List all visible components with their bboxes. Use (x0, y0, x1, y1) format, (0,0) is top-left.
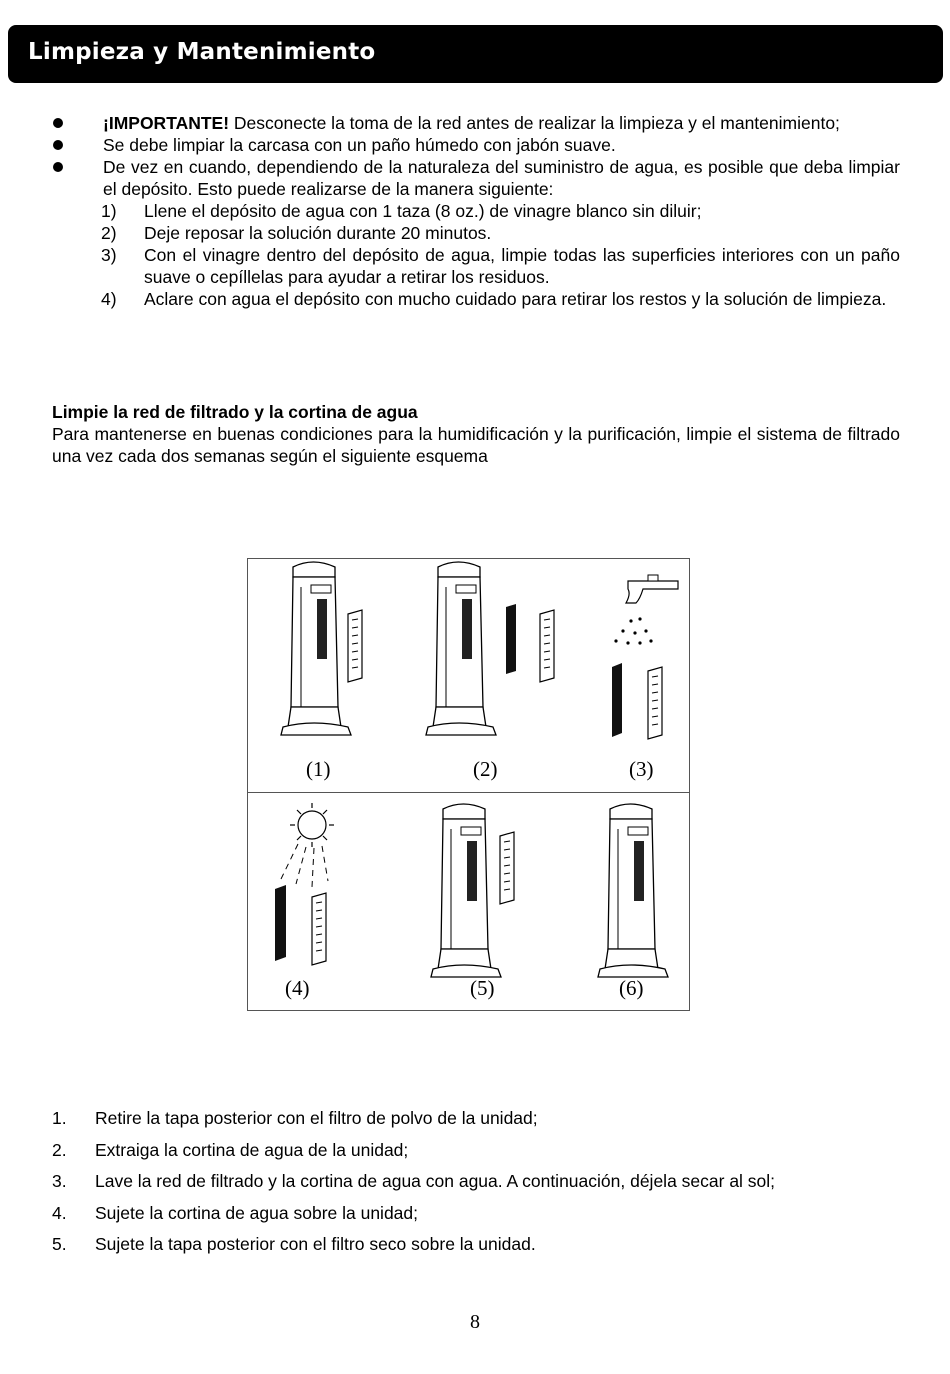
list-item (52, 1140, 775, 1172)
water-curtain-icon (612, 663, 622, 737)
step-number: 3. (52, 1171, 67, 1191)
cleaning-diagram (247, 558, 690, 1011)
step-number: 2. (52, 1139, 67, 1160)
substep-item (52, 288, 900, 310)
filter-section-text: Para mantenerse en buenas condiciones para la humidificación y la purificación, limpie el sistema de filtrado una vez cada dos semanas según el siguiente esquema (52, 424, 900, 466)
bullet-dot (53, 162, 63, 172)
bullet-text: Se debe limpiar la carcasa con un paño húmedo con jabón suave. (103, 135, 616, 155)
substep-item (52, 222, 900, 244)
substep-item (52, 200, 900, 222)
step-number: 1. (52, 1108, 67, 1128)
substep-text: Llene el depósito de agua con 1 taza (8 oz.) de vinagre blanco sin diluir; (144, 201, 702, 221)
step-text: Extraiga la cortina de agua de la unidad; (95, 1139, 409, 1160)
step-text: Lave la red de filtrado y la cortina de agua con agua. A continuación, déjela secar al sol; (95, 1171, 776, 1191)
bullet-text: De vez en cuando, dependiendo de la naturaleza del suministro de agua, es posible que deba limpiar el depósito. Esto puede realizarse de la manera siguiente: (103, 157, 900, 199)
step-text: Retire la tapa posterior con el filtro de polvo de la unidad; (95, 1108, 538, 1128)
figure-label: (3) (629, 757, 654, 781)
bullet-dot (53, 140, 63, 150)
water-curtain-icon (275, 885, 286, 961)
tower-fan-icon (431, 804, 501, 977)
figure-divider (248, 792, 689, 793)
figure-label: (6) (619, 976, 644, 1000)
figure-label: (4) (285, 976, 310, 1000)
list-item (52, 1234, 775, 1266)
figure-label: (1) (306, 757, 331, 781)
substep-item (52, 244, 900, 288)
sun-icon (281, 803, 334, 887)
important-label: ¡IMPORTANTE! (103, 113, 230, 133)
water-curtain-icon (506, 604, 516, 674)
bullet-important (52, 112, 900, 134)
list-item (52, 1203, 775, 1235)
faucet-icon (626, 575, 678, 603)
important-text: Desconecte la toma de la red antes de realizar la limpieza y el mantenimiento; (229, 113, 840, 133)
maintenance-bullets (52, 112, 900, 310)
bullet-clean-tank (52, 156, 900, 200)
filter-panel-icon (648, 667, 662, 739)
page-number: 8 (470, 1311, 480, 1333)
section-header-bar (8, 25, 943, 83)
substep-text: Aclare con agua el depósito con mucho cuidado para retirar los restos y la solución de limpieza. (144, 289, 887, 309)
list-item (52, 1108, 775, 1140)
cleaning-diagram-svg (248, 559, 689, 1010)
step-text: Sujete la cortina de agua sobre la unidad; (95, 1202, 419, 1223)
substep-text: Deje reposar la solución durante 20 minutos. (144, 223, 492, 243)
water-drops (614, 617, 652, 644)
bullet-clean-housing (52, 134, 900, 156)
step-text: Sujete la tapa posterior con el filtro seco sobre la unidad. (95, 1234, 536, 1254)
filter-steps-list (52, 1108, 775, 1266)
tower-fan-icon (281, 562, 351, 735)
page-title: Limpieza y Mantenimiento (28, 39, 376, 65)
substep-number: 4) (101, 289, 117, 309)
bullet-dot (53, 118, 63, 128)
filter-section-title: Limpie la red de filtrado y la cortina de agua (52, 402, 418, 422)
tower-fan-icon (426, 562, 496, 735)
filter-panel-icon (500, 832, 514, 904)
filter-section (52, 401, 900, 467)
figure-label: (5) (470, 976, 495, 1000)
step-number: 4. (52, 1202, 67, 1223)
filter-panel-icon (348, 610, 362, 682)
list-item (52, 1171, 775, 1203)
substep-number: 3) (101, 245, 117, 265)
substep-text: Con el vinagre dentro del depósito de agua, limpie todas las superficies interiores con un paño suave o cepíllelas para ayudar a retirar los residuos. (144, 245, 900, 287)
step-number: 5. (52, 1234, 67, 1254)
filter-panel-icon (312, 893, 326, 965)
tower-fan-icon (598, 804, 668, 977)
substep-number: 1) (101, 201, 117, 221)
substep-number: 2) (101, 223, 117, 243)
figure-label: (2) (473, 757, 498, 781)
filter-panel-icon (540, 610, 554, 682)
